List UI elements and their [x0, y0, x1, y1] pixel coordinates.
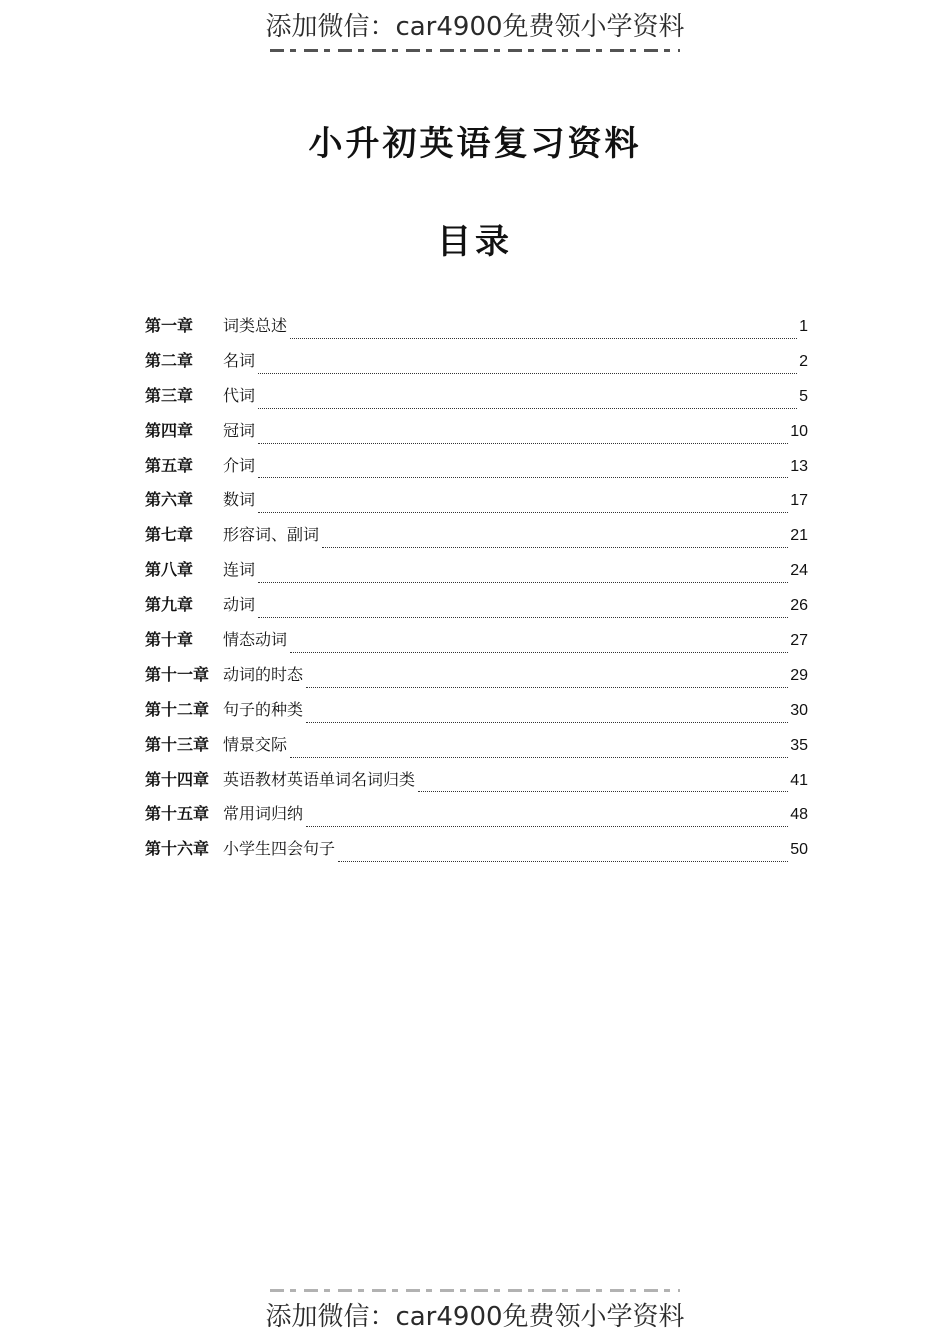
toc-dot-leader: [258, 443, 788, 444]
toc-entry[interactable]: [145, 662, 808, 697]
toc-page-number: 17: [790, 492, 808, 510]
toc-entry-title: 小学生四会句子: [223, 839, 336, 859]
toc-entry[interactable]: [145, 767, 808, 802]
toc-page-number: 1: [799, 318, 808, 335]
toc-chapter-label: 第八章: [145, 560, 194, 580]
toc-chapter-label: 第十六章: [145, 839, 210, 859]
toc-chapter-label: 第一章: [145, 316, 194, 335]
toc-chapter-label: 第七章: [145, 525, 194, 545]
toc-entry[interactable]: [145, 453, 808, 488]
toc-entry-title: 名词: [223, 350, 256, 370]
toc-page-number: 35: [790, 736, 808, 754]
toc-dot-leader: [290, 652, 788, 653]
toc-page-number: 21: [790, 527, 808, 545]
toc-entry[interactable]: [145, 522, 808, 557]
toc-chapter-label: 第二章: [145, 350, 194, 370]
toc-chapter-label: 第十章: [145, 630, 194, 650]
toc-dot-leader: [322, 547, 788, 548]
toc-page-number: 29: [790, 666, 808, 684]
toc-chapter-label: 第六章: [145, 490, 194, 510]
toc-chapter-label: 第十一章: [145, 664, 210, 684]
toc-entry[interactable]: [145, 697, 808, 732]
toc-dot-leader: [290, 757, 788, 758]
toc-chapter-label: 第十三章: [145, 734, 210, 754]
toc-entry-title: 动词: [223, 595, 256, 615]
toc-page-number: 24: [790, 562, 808, 580]
watermark-top: 添加微信：car4900免费领小学资料: [265, 12, 685, 42]
toc-entry[interactable]: [145, 348, 808, 383]
toc-page-number: 26: [790, 597, 808, 615]
toc-dot-leader: [306, 722, 788, 723]
toc-chapter-label: 第九章: [145, 595, 194, 615]
toc-entry[interactable]: [145, 836, 808, 871]
toc-page-number: 10: [790, 422, 808, 440]
toc-entry-title: 冠词: [223, 420, 256, 440]
watermark-bottom: 添加微信：car4900免费领小学资料: [265, 1302, 685, 1332]
toc-page-number: 5: [799, 387, 808, 405]
toc-dot-leader: [258, 582, 788, 583]
toc-entry[interactable]: [145, 732, 808, 767]
toc-page-number: 48: [790, 806, 808, 824]
toc-dot-leader: [306, 687, 788, 688]
toc-entry-title: 英语教材英语单词名词归类: [223, 769, 416, 789]
toc-entry[interactable]: [145, 801, 808, 836]
toc-chapter-label: 第十五章: [145, 804, 210, 824]
toc-dot-leader: [290, 338, 797, 339]
toc-entry-title: 常用词归纳: [223, 804, 304, 824]
toc-dot-leader: [258, 477, 788, 478]
toc-entry[interactable]: [145, 592, 808, 627]
toc-entry[interactable]: [145, 557, 808, 592]
toc-dot-leader: [258, 373, 797, 374]
toc-page-number: 2: [799, 352, 808, 370]
toc-entry-title: 情态动词: [223, 630, 288, 650]
toc-entry[interactable]: [145, 627, 808, 662]
toc-entry-title: 连词: [223, 560, 256, 580]
toc-chapter-label: 第十二章: [145, 699, 210, 719]
toc-dot-leader: [306, 826, 788, 827]
toc-page-number: 27: [790, 632, 808, 650]
toc-entry-title: 动词的时态: [223, 664, 304, 684]
table-of-contents: [145, 313, 808, 871]
toc-entry-title: 句子的种类: [223, 699, 304, 719]
toc-dot-leader: [258, 617, 788, 618]
toc-heading: 目录: [437, 222, 513, 262]
toc-page-number: 13: [790, 457, 808, 475]
toc-entry-title: 形容词、副词: [223, 525, 320, 545]
toc-dot-leader: [258, 512, 788, 513]
toc-dot-leader: [338, 861, 788, 862]
document-title: 小升初英语复习资料: [308, 124, 642, 164]
faded-header-line: [270, 46, 680, 56]
toc-page-number: 41: [790, 771, 808, 789]
toc-chapter-label: 第三章: [145, 385, 194, 405]
faded-footer-line: [270, 1286, 680, 1296]
toc-entry-title: 代词: [223, 385, 256, 405]
toc-chapter-label: 第十四章: [145, 769, 210, 789]
toc-chapter-label: 第四章: [145, 420, 194, 440]
toc-dot-leader: [258, 408, 797, 409]
toc-page-number: 30: [790, 701, 808, 719]
toc-entry-title: 数词: [223, 490, 256, 510]
toc-entry[interactable]: [145, 313, 808, 348]
toc-chapter-label: 第五章: [145, 455, 194, 475]
toc-page-number: 50: [790, 841, 808, 859]
toc-dot-leader: [418, 791, 788, 792]
toc-entry-title: 介词: [223, 455, 256, 475]
toc-entry[interactable]: [145, 418, 808, 453]
toc-entry[interactable]: [145, 487, 808, 522]
toc-entry-title: 情景交际: [223, 734, 288, 754]
toc-entry-title: 词类总述: [223, 316, 288, 335]
toc-entry[interactable]: [145, 383, 808, 418]
